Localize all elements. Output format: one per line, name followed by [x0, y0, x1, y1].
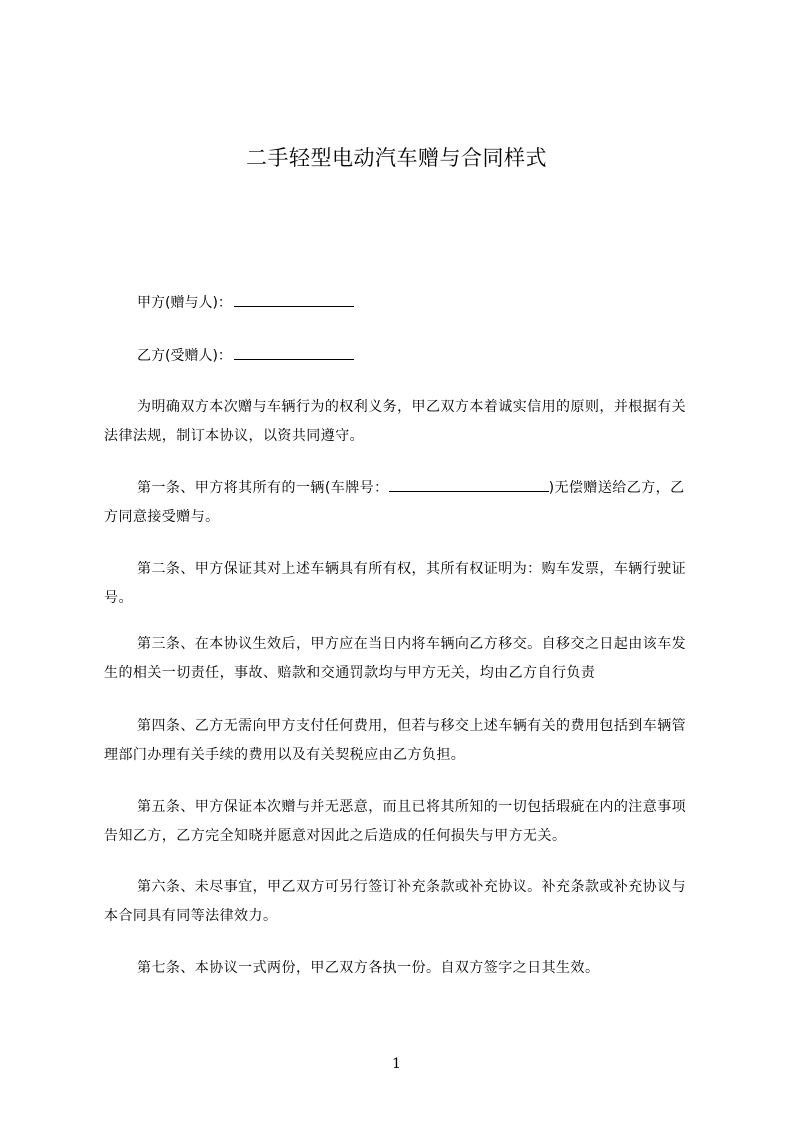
- article-4-paragraph: 第四条、乙方无需向甲方支付任何费用，但若与移交上述车辆有关的费用包括到车辆管理部门办理有关手续的费用以及有关契税应由乙方负担。: [104, 718, 687, 763]
- article-1-text-end: )无偿赠送给乙方，乙方同意接受赠与。: [104, 480, 685, 525]
- article-7-paragraph: 第七条、本协议一式两份，甲乙双方各执一份。自双方签字之日其生效。: [137, 960, 600, 976]
- preamble-paragraph: 为明确双方本次赠与车辆行为的权利义务，甲乙双方本着诚实信用的原则，并根据有关法律法规，制订本协议，以资共同遵守。: [104, 399, 687, 444]
- party-b-blank: [234, 345, 354, 360]
- party-b-label: 乙方(受赠人)：: [137, 348, 232, 364]
- article-5-paragraph: 第五条、甲方保证本次赠与并无恶意，而且已将其所知的一切包括瑕疵在内的注意事项告知乙方，乙方完全知晓并愿意对因此之后造成的任何损失与甲方无关。: [104, 799, 687, 844]
- party-a-line: [137, 292, 354, 313]
- party-a-blank: [234, 292, 354, 307]
- article-6-paragraph: 第六条、未尽事宜，甲乙双方可另行签订补充条款或补充协议。补充条款或补充协议与本合同具有同等法律效力。: [104, 879, 687, 924]
- plate-number-blank: [389, 477, 549, 492]
- article-1-paragraph: [104, 474, 696, 532]
- article-1-text-start: 第一条、甲方将其所有的一辆(车牌号：: [137, 480, 389, 496]
- article-2-paragraph: 第二条、甲方保证其对上述车辆具有所有权，其所有权证明为：购车发票，车辆行驶证号。: [104, 561, 687, 606]
- party-a-label: 甲方(赠与人)：: [137, 295, 232, 311]
- document-title: 二手轻型电动汽车赠与合同样式: [246, 146, 547, 170]
- page-number: 1: [392, 1056, 401, 1072]
- party-b-line: [137, 345, 354, 366]
- article-3-paragraph: 第三条、在本协议生效后，甲方应在当日内将车辆向乙方移交。自移交之日起由该车发生的相关一切责任，事故、赔款和交通罚款均与甲方无关，均由乙方自行负责: [104, 636, 687, 681]
